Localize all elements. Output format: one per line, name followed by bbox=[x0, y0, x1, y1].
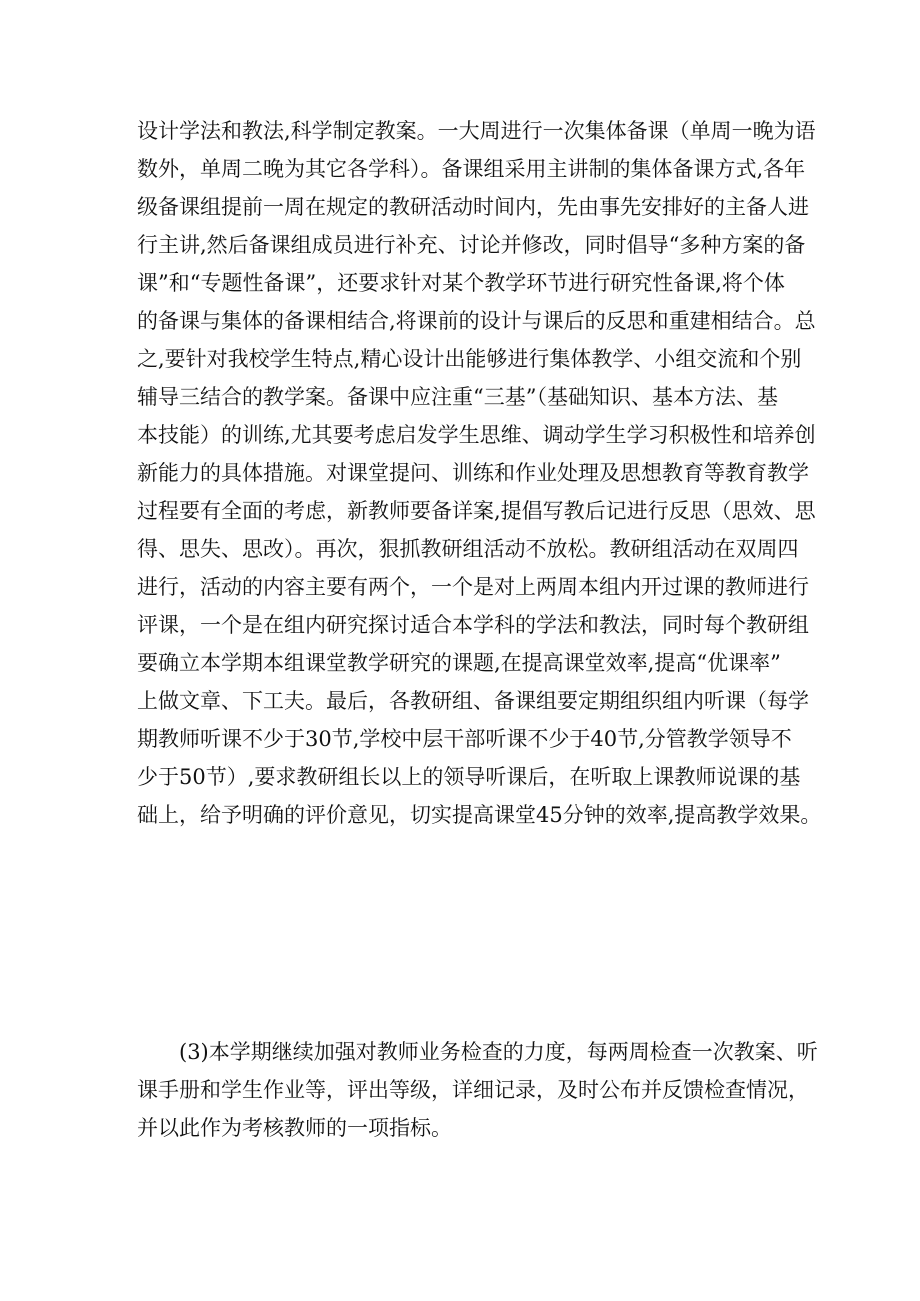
paragraph-line: 新能力的具体措施。对课堂提问、训练和作业处理及思想教育等教育教学 bbox=[137, 461, 809, 485]
paragraph-line: 设计学法和教法,科学制定教案。一大周进行一次集体备课（单周一晚为语 bbox=[137, 119, 816, 143]
body-paragraph-2 bbox=[137, 1033, 818, 1147]
paragraph-line: 级备课组提前一周在规定的教研活动时间内，先由事先安排好的主备人进 bbox=[137, 195, 809, 219]
paragraph-line: 上做文章、下工夫。最后，各教研组、备课组要定期组织组内听课（每学 bbox=[137, 689, 809, 713]
paragraph-line: 进行，活动的内容主要有两个，一个是对上两周本组内开过课的教师进行 bbox=[137, 575, 809, 599]
paragraph-line: 数外，单周二晚为其它各学科）。备课组采用主讲制的集体备课方式,各年 bbox=[137, 157, 806, 181]
paragraph-line: 期教师听课不少于30节,学校中层干部听课不少于40节,分管教学领导不 bbox=[137, 727, 792, 751]
paragraph-line: 过程要有全面的考虑，新教师要备详案,提倡写教后记进行反思（思效、思 bbox=[137, 499, 816, 523]
paragraph-line: 并以此作为考核教师的一项指标。 bbox=[137, 1116, 452, 1140]
paragraph-line: 行主讲,然后备课组成员进行补充、讨论并修改，同时倡导“多种方案的备 bbox=[137, 233, 806, 257]
paragraph-line: 的备课与集体的备课相结合,将课前的设计与课后的反思和重建相结合。总 bbox=[137, 309, 816, 333]
body-paragraph-1 bbox=[137, 112, 822, 834]
paragraph-line: 得、思失、思改）。再次，狠抓教研组活动不放松。教研组活动在双周四 bbox=[137, 537, 799, 561]
paragraph-line: 课”和“专题性备课”，还要求针对某个教学环节进行研究性备课,将个体 bbox=[137, 271, 785, 295]
paragraph-line: 课手册和学生作业等，评出等级，详细记录，及时公布并反馈检查情况， bbox=[137, 1078, 809, 1102]
paragraph-line: 之,要针对我校学生特点,精心设计出能够进行集体教学、小组交流和个别 bbox=[137, 347, 802, 371]
paragraph-line: 本技能）的训练,尤其要考虑启发学生思维、调动学生学习积极性和培养创 bbox=[137, 423, 816, 447]
paragraph-line: 础上，给予明确的评价意见，切实提高课堂45分钟的效率,提高教学效果。 bbox=[137, 803, 822, 827]
paragraph-line: (3)本学期继续加强对教师业务检查的力度，每两周检查一次教案、听 bbox=[179, 1040, 818, 1064]
paragraph-line: 少于50节）,要求教研组长以上的领导听课后，在听取上课教师说课的基 bbox=[137, 765, 801, 789]
paragraph-line: 评课，一个是在组内研究探讨适合本学科的学法和教法，同时每个教研组 bbox=[137, 613, 809, 637]
paragraph-line: 辅导三结合的教学案。备课中应注重“三基”（基础知识、基本方法、基 bbox=[137, 385, 778, 409]
paragraph-line: 要确立本学期本组课堂教学研究的课题,在提高课堂效率,提高“优课率” bbox=[137, 651, 781, 675]
